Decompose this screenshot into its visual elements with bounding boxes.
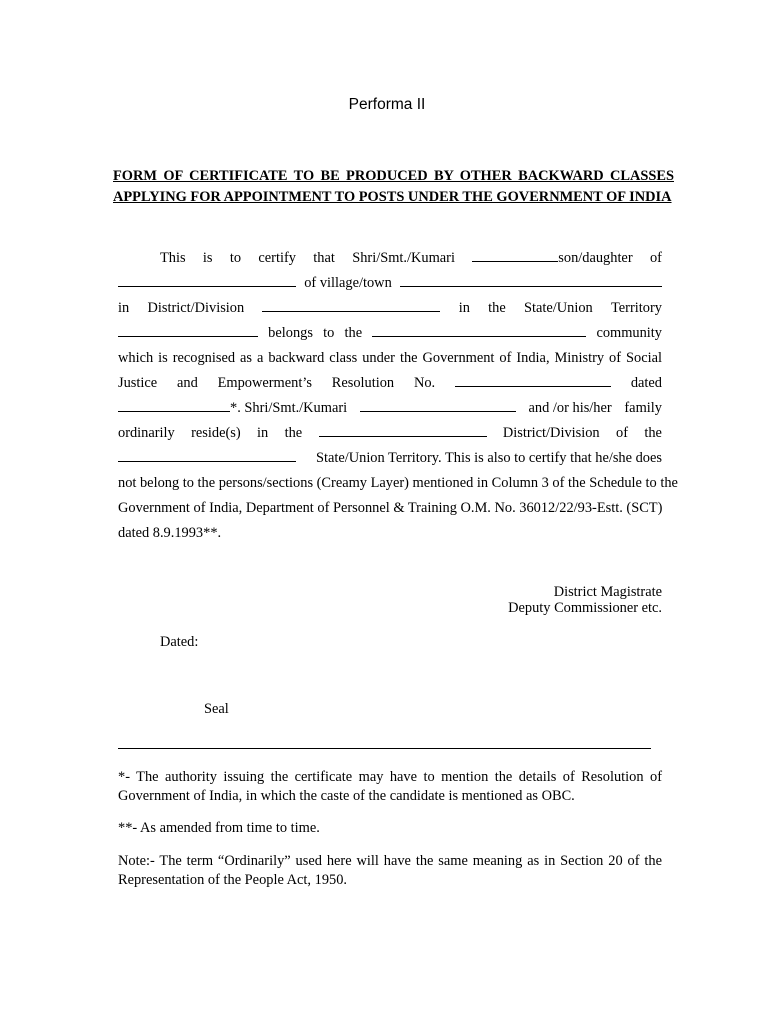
- body-word: to: [323, 325, 335, 341]
- certificate-line-10: [118, 473, 678, 493]
- body-text: Government of India, Department of Personnel & Training O.M. No. 36012/22/93-Estt. (SCT): [118, 500, 663, 516]
- certificate-line-5: [118, 348, 662, 368]
- body-text: not belong to the persons/sections (Creamy Layer) mentioned in Column 3 of the Schedule to the: [118, 475, 678, 491]
- body-word: of: [616, 425, 628, 441]
- body-word: of village/town: [304, 275, 392, 291]
- body-word: *. Shri/Smt./Kumari: [230, 400, 348, 416]
- certificate-line-4: [118, 323, 662, 343]
- footnote-divider: [118, 748, 651, 749]
- residence-state-blank[interactable]: [118, 448, 296, 462]
- body-word: the: [644, 425, 662, 441]
- body-word: in: [118, 300, 130, 316]
- name-blank[interactable]: [472, 248, 558, 262]
- heading-line-2: APPLYING FOR APPOINTMENT TO POSTS UNDER THE GOVERNMENT OF INDIA: [113, 189, 672, 205]
- certificate-line-8: [118, 423, 662, 443]
- district-blank[interactable]: [262, 298, 440, 312]
- footnote-2: **- As amended from time to time.: [118, 820, 320, 836]
- body-word: in: [458, 300, 470, 316]
- body-word: District/Division: [502, 425, 600, 441]
- body-word: Empowerment’s: [217, 375, 312, 391]
- proforma-label: Performa II: [348, 96, 426, 113]
- body-word: the: [284, 425, 303, 441]
- body-word: in: [257, 425, 269, 441]
- resolution-no-blank[interactable]: [455, 373, 611, 387]
- community-blank[interactable]: [372, 323, 586, 337]
- body-word: family: [624, 400, 662, 416]
- body-word: of: [649, 250, 662, 266]
- body-word: belongs: [268, 325, 313, 341]
- certificate-line-1: [160, 248, 662, 268]
- certificate-line-6: [118, 373, 662, 393]
- body-word: ordinarily: [118, 425, 175, 441]
- name-blank-2[interactable]: [360, 398, 516, 412]
- certificate-line-3: [118, 298, 662, 318]
- state-blank[interactable]: [118, 323, 258, 337]
- body-word: District/Division: [147, 300, 245, 316]
- village-town-blank[interactable]: [400, 273, 662, 287]
- resolution-date-blank[interactable]: [118, 398, 230, 412]
- certificate-line-9: [118, 448, 662, 468]
- body-word: Shri/Smt./Kumari: [352, 250, 455, 266]
- body-word: son/daughter: [558, 250, 633, 266]
- body-word: Justice: [118, 375, 158, 391]
- footnote-note: Note:- The term “Ordinarily” used here will have the same meaning as in Section 20 of the Representation of the People Act, 1950.: [118, 853, 662, 888]
- body-word: Resolution: [331, 375, 395, 391]
- signatory-title-1: District Magistrate: [553, 584, 662, 600]
- body-word: This: [160, 250, 186, 266]
- body-word: is: [202, 250, 213, 266]
- body-text: which is recognised as a backward class under the Government of India, Ministry of Social: [118, 350, 662, 366]
- body-text: State/Union Territory. This is also to certify that he/she does: [315, 450, 662, 466]
- certificate-line-7: [118, 398, 662, 418]
- body-word: No.: [413, 375, 436, 391]
- footnote-1: *- The authority issuing the certificate may have to mention the details of Resolution of Government of India, in which the caste of the candidate is mentioned as OBC.: [118, 769, 662, 804]
- body-word: the: [344, 325, 363, 341]
- father-name-blank[interactable]: [118, 273, 296, 287]
- body-word: certify: [258, 250, 296, 266]
- body-word: community: [596, 325, 662, 341]
- body-text: dated 8.9.1993**.: [118, 525, 222, 541]
- heading-line-1: FORM OF CERTIFICATE TO BE PRODUCED BY OTHER BACKWARD CLASSES: [113, 168, 674, 184]
- body-word: the: [488, 300, 506, 316]
- body-word: dated: [630, 375, 662, 391]
- body-word: and: [177, 375, 198, 391]
- body-word: and /or his/her: [528, 400, 612, 416]
- body-word: Territory: [611, 300, 662, 316]
- seal-label: Seal: [204, 701, 229, 717]
- certificate-line-2: [118, 273, 662, 293]
- signatory-title-2: Deputy Commissioner etc.: [508, 600, 662, 616]
- body-word: that: [313, 250, 335, 266]
- residence-district-blank[interactable]: [319, 423, 487, 437]
- certificate-line-12: [118, 523, 662, 543]
- body-word: State/Union: [524, 300, 593, 316]
- body-word: reside(s): [191, 425, 241, 441]
- body-word: to: [229, 250, 242, 266]
- dated-label: Dated:: [160, 634, 199, 650]
- certificate-line-11: [118, 498, 662, 518]
